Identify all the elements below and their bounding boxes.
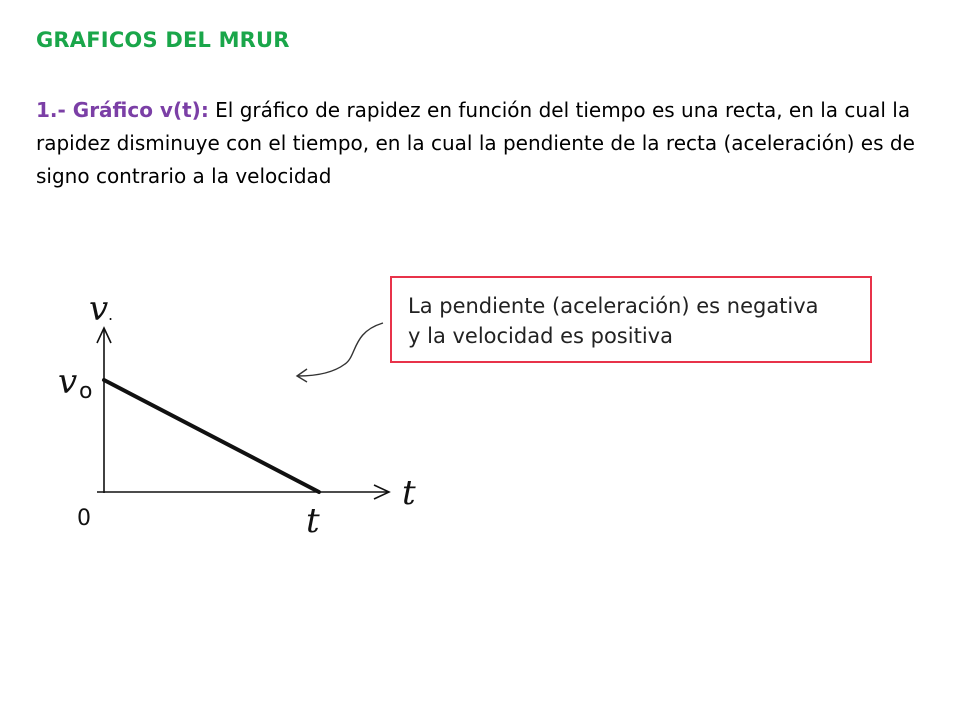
graph-heading: 1.- Gráfico v(t):: [36, 98, 209, 122]
initial-velocity-subscript: o: [79, 379, 93, 404]
callout-pointer-arrow: [298, 323, 383, 376]
description-text: El gráfico de rapidez en función del tiempo es una recta, en la cual la rapidez disminuye con el tiempo, en la cual la pendiente de la recta (aceleración) es de signo contrario a la velocidad: [36, 98, 915, 188]
origin-label: 0: [77, 506, 91, 531]
velocity-line: [104, 380, 319, 492]
page-title: GRAFICOS DEL MRUR: [36, 28, 290, 52]
final-time-label: t: [306, 501, 320, 541]
y-axis-label-dot: .: [108, 305, 114, 324]
callout-line-1: La pendiente (aceleración) es negativa: [408, 294, 819, 318]
y-axis-label: v: [89, 289, 109, 329]
callout-line-2: y la velocidad es positiva: [408, 324, 673, 348]
x-axis-label: t: [402, 473, 416, 513]
initial-velocity-label: v: [58, 362, 78, 402]
